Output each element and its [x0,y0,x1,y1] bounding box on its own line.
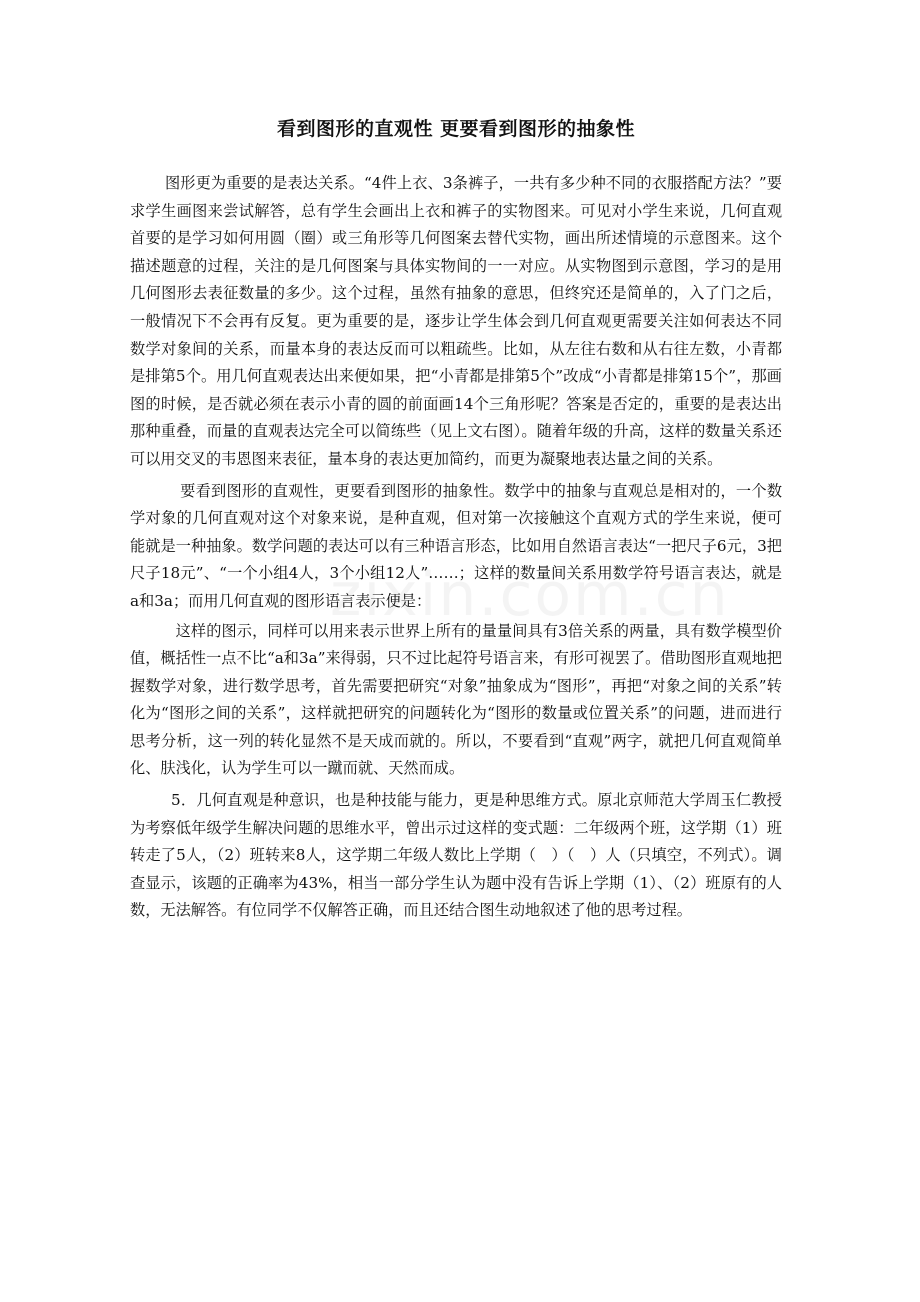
paragraph-2: 要看到图形的直观性，更要看到图形的抽象性。数学中的抽象与直观总是相对的，一个数学对象的几何直观对这个对象来说，是种直观，但对第一次接触这个直观方式的学生来说，便可能就是一种抽象。数学问题的表达可以有三种语言形态，比如用自然语言表达“一把尺子6元，3把尺子18元”、“一个小组4人，3个小组12人”……；这样的数量间关系用数学符号语言表达，就是a和3a；而用几何直观的图形语言表示便是： [130,481,782,610]
paragraph-3: 这样的图示，同样可以用来表示世界上所有的量量间具有3倍关系的两量，具有数学模型价值，概括性一点不比“a和3a”来得弱，只不过比起符号语言来，有形可视罢了。借助图形直观地把握数学对象，进行数学思考，首先需要把研究“对象”抽象成为“图形”，再把“对象之间的关系”转化为“图形之间的关系”，这样就把研究的问题转化为“图形的数量或位置关系”的问题，进而进行思考分析，这一列的转化显然不是天成而就的。所以，不要看到“直观”两字，就把几何直观简单化、肤浅化，认为学生可以一蹴而就、天然而成。 [130,621,782,778]
paragraph-4: 5．几何直观是种意识，也是种技能与能力，更是种思维方式。原北京师范大学周玉仁教授为考察低年级学生解决问题的思维水平，曾出示过这样的变式题：二年级两个班，这学期（1）班转走了5人，（2）班转来8人，这学期二年级人数比上学期（ ）（ ）人（只填空，不列式）。调查显示，该题的正确率为43%，相当一部分学生认为题中没有告诉上学期（1）、（2）班原有的人数，无法解答。有位同学不仅解答正确，而且还结合图生动地叙述了他的思考过程。 [130,791,782,920]
document-page [130,112,782,925]
paragraph-1: 图形更为重要的是表达关系。“4件上衣、3条裤子，一共有多少种不同的衣服搭配方法？”要求学生画图来尝试解答，总有学生会画出上衣和裤子的实物图来。可见对小学生来说，几何直观首要的是学习如何用圆（圈）或三角形等几何图案去替代实物，画出所述情境的示意图来。这个描述题意的过程，关注的是几何图案与具体实物间的一一对应。从实物图到示意图，学习的是用几何图形去表征数量的多少。这个过程，虽然有抽象的意思，但终究还是简单的，入了门之后，一般情况下不会再有反复。更为重要的是，逐步让学生体会到几何直观更需要关注如何表达不同数学对象间的关系，而量本身的表达反而可以粗疏些。比如，从左往右数和从右往左数，小青都是排第5个。用几何直观表达出来便如果，把“小青都是排第5个”改成“小青都是排第15个”，那画图的时候，是否就必须在表示小青的圆的前面画14个三角形呢？答案是否定的，重要的是表达出那种重叠，而量的直观表达完全可以简练些（见上文右图）。随着年级的升高，这样的数量关系还可以用交叉的韦恩图来表征，量本身的表达更加简约，而更为凝聚地表达量之间的关系。 [130,174,782,468]
document-title: 看到图形的直观性 更要看到图形的抽象性 [276,118,636,140]
